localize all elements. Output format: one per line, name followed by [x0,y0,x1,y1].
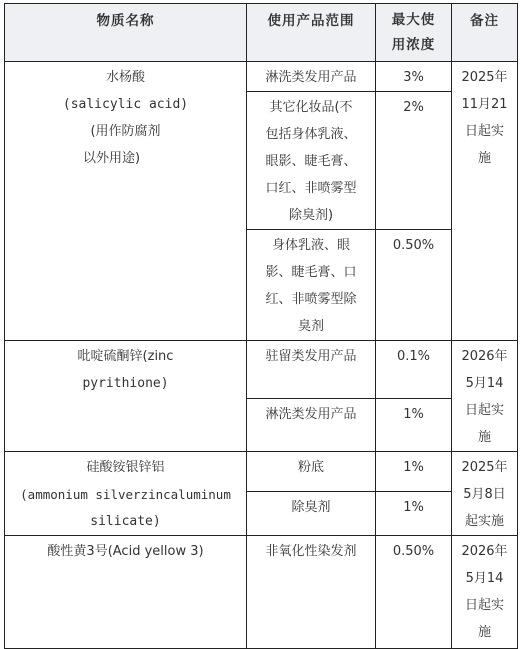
note-line: 5月8日 [463,487,506,502]
note-cell [452,536,518,649]
header-max-concentration [376,4,452,62]
note-line: 11月21 [461,97,508,112]
substance-line: pyrithione) [82,376,169,391]
note-line: 5月14 [465,376,504,391]
scope-cell: 除臭剂 [247,492,376,536]
header-max-line2: 用浓度 [391,37,436,53]
note-line: 施 [477,625,491,640]
scope-line: 影、睫毛膏、口 [265,265,357,280]
note-line: 日起实 [464,598,504,613]
header-note: 备注 [452,4,518,62]
scope-cell [247,230,376,341]
header-scope: 使用产品范围 [247,4,376,62]
substance-cell [5,536,247,649]
substance-line: 酸性黄3号(Acid yellow 3) [47,544,204,559]
note-line: 5月14 [465,571,504,586]
header-max-line1: 最大使 [391,12,436,28]
scope-line: 除臭剂) [288,208,334,223]
scope-cell: 淋洗类发用产品 [247,62,376,92]
substance-line: (salicylic acid) [62,97,189,112]
scope-cell: 非氧化性染发剂 [247,536,376,649]
note-line: 2025年 [461,460,508,475]
note-line: 日起实 [464,403,504,418]
substance-line: silicate) [90,514,161,529]
substance-line: 硅酸铵银锌铝 [86,460,165,475]
note-line: 施 [477,151,491,166]
note-line: 施 [477,430,491,445]
note-line: 起实施 [464,514,504,529]
note-line: 2026年 [461,544,508,559]
concentration-cell: 1% [376,452,452,492]
scope-cell: 驻留类发用产品 [247,341,376,399]
substance-line: 以外用途) [83,151,141,166]
concentration-cell: 2% [376,92,452,230]
substance-line: 吡啶硫酮锌(zinc [77,349,174,364]
substance-line: (ammonium silverzincaluminum [20,487,231,502]
note-line: 2025年 [461,70,508,85]
note-line: 2026年 [461,349,508,364]
scope-line: 包括身体乳液、 [265,127,357,142]
scope-line: 其它化妆品(不 [269,100,353,115]
header-substance: 物质名称 [5,4,247,62]
concentration-cell: 0.50% [376,536,452,649]
concentration-cell: 0.50% [376,230,452,341]
substance-cell [5,452,247,536]
note-line: 日起实 [464,124,504,139]
scope-line: 红、非喷雾型除 [265,292,357,307]
scope-cell: 淋洗类发用产品 [247,398,376,451]
concentration-cell: 1% [376,492,452,536]
substance-cell [5,62,247,341]
concentration-cell: 0.1% [376,341,452,399]
note-cell [452,341,518,452]
scope-line: 臭剂 [297,319,324,334]
regulation-table [4,3,518,649]
scope-line: 口红、非喷雾型 [265,181,357,196]
substance-line: 水杨酸 [105,70,145,85]
substance-cell [5,341,247,452]
scope-cell [247,92,376,230]
concentration-cell: 1% [376,398,452,451]
note-cell [452,452,518,536]
scope-line: 眼影、睫毛膏、 [265,154,357,169]
concentration-cell: 3% [376,62,452,92]
substance-line: (用作防腐剂 [90,124,161,139]
scope-line: 身体乳液、眼 [271,238,350,253]
note-cell [452,62,518,341]
scope-cell: 粉底 [247,452,376,492]
